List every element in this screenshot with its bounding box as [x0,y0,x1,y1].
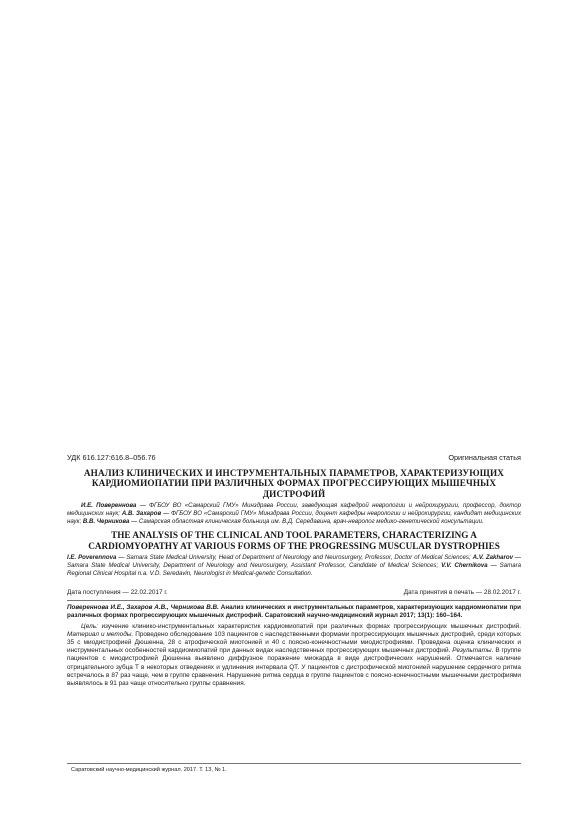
author-name: A.V. Zakharov [472,554,513,562]
citation [67,604,521,620]
abstract [67,623,521,688]
author-affiliation: — Samara State Medical University, Department of Neurology and Neurosurgery, Assistant Professor, Candidate of Medical Sciences; [67,554,522,569]
author-name: I.E. Poverennova [67,554,117,562]
abstract-methods-label: Материал и методы. [67,631,134,639]
abstract-results-text: В группе пациентов с миодистрофией Дюшенна выявлено диффузное поражение миокарда в виде дистрофических нарушений. Отмечается наличие отрицательного зубца T в некоторых отведениях и удлинения интервала QT. У пациентов с дистрофической миотонией нарушение сердечного ритма встречалось в 87 раз чаще, чем в группе сравнения. Нарушение ритма сердца в группе пациентов с поясно-конечностными мышечными дистрофиями выявлялось в 91 раз чаще относительно группы сравнения. [67,647,521,687]
authors-english [67,554,521,577]
accepted-date: Дата принятия в печать — 28.02.2017 г. [403,589,521,597]
abstract-results-label: Результаты. [452,647,494,655]
citation-text: Анализ клинических и инструментальных параметров, характеризующих кардиомиопатии при различных формах прогрессирующих мышечных дистрофий. Саратовский научно-медицинский журнал 2017; 13(1): 160–164. [67,604,521,620]
article-header [67,453,521,462]
received-date: Дата поступления — 22.02.2017 г. [67,589,168,597]
udc-code: УДК 616.127:616.8–056.76 [67,453,156,462]
author-affiliation: — ФГБОУ ВО «Самарский ГМУ» Минздрава России, доцент кафедры неврологии и нейрохирургии, кандидат медицинских наук; [67,509,521,525]
abstract-aim-text: изучение клинико-инструментальных характеристик кардиомиопатий при различных формах прогрессирующих мышечных дистрофий. [97,623,521,631]
author-name: В.В. Черникова [82,517,130,525]
author-affiliation: — Самарская областная клиническая больница им. В.Д. Середавина, врач-невролог медико-генетической консультации. [129,517,484,525]
citation-authors: Повереннова И.Е., Захаров А.В., Черникова В.В. [67,604,219,612]
author-affiliation: — ФГБОУ ВО «Самарский ГМУ» Минздрава России, заведующая кафедрой неврологии и нейрохирургии, профессор, доктор медицинских наук; [67,502,521,517]
author-affiliation: — Samara Regional Clinical Hospital n.a. V.D. Seredavin, Neurologist in Medical-genetic Consultation. [67,561,521,577]
page-footer [67,763,521,774]
author-name: И.Е. Повереннова [81,502,137,510]
article-content [67,453,521,688]
authors-russian [67,502,521,525]
journal-footer-text: Саратовский научно-медицинский журнал. 2017. Т. 13, № 1. [71,767,227,773]
author-affiliation: — Samara State Medical University, Head of Department of Neurology and Neurosurgery, Professor, Doctor of Medical Sciences; [116,554,473,562]
abstract-aim-label: Цель: [81,623,98,631]
author-name: А.В. Захаров [121,509,162,517]
abstract-methods-text: Проведено обследование 103 пациентов с наследственными формами прогрессирующих мышечных дистрофий, среди которых 35 с миодистрофией Дюшенна, 28 с атрофической миотонией и 40 с поясно-конечностными миодистрофиями. Проведена оценка клинических и инструментальных особенностей кардиомиопатий при данных видах наследственных прогрессирующих мышечных дистрофий. [67,631,521,655]
footer-divider [67,763,521,764]
article-type: Оригинальная статья [448,453,521,462]
divider [67,600,521,601]
author-name: V.V. Chernikova [441,561,488,569]
title-english: THE ANALYSIS OF THE CLINICAL AND TOOL PARAMETERS, CHARACTERIZING A CARDIOMYOPATHY AT VARIOUS FORMS OF THE PROGRESSING MUSCULAR DYSTROPHIES [88,530,500,551]
title-russian: АНАЛИЗ КЛИНИЧЕСКИХ И ИНСТРУМЕНТАЛЬНЫХ ПАРАМЕТРОВ, ХАРАКТЕРИЗУЮЩИХ КАРДИОМИОПАТИИ ПРИ РАЗЛИЧНЫХ ФОРМАХ ПРОГРЕССИРУЮЩИХ МЫШЕЧНЫХ ДИСТРОФИЙ [83,468,505,499]
article-dates [67,589,521,597]
